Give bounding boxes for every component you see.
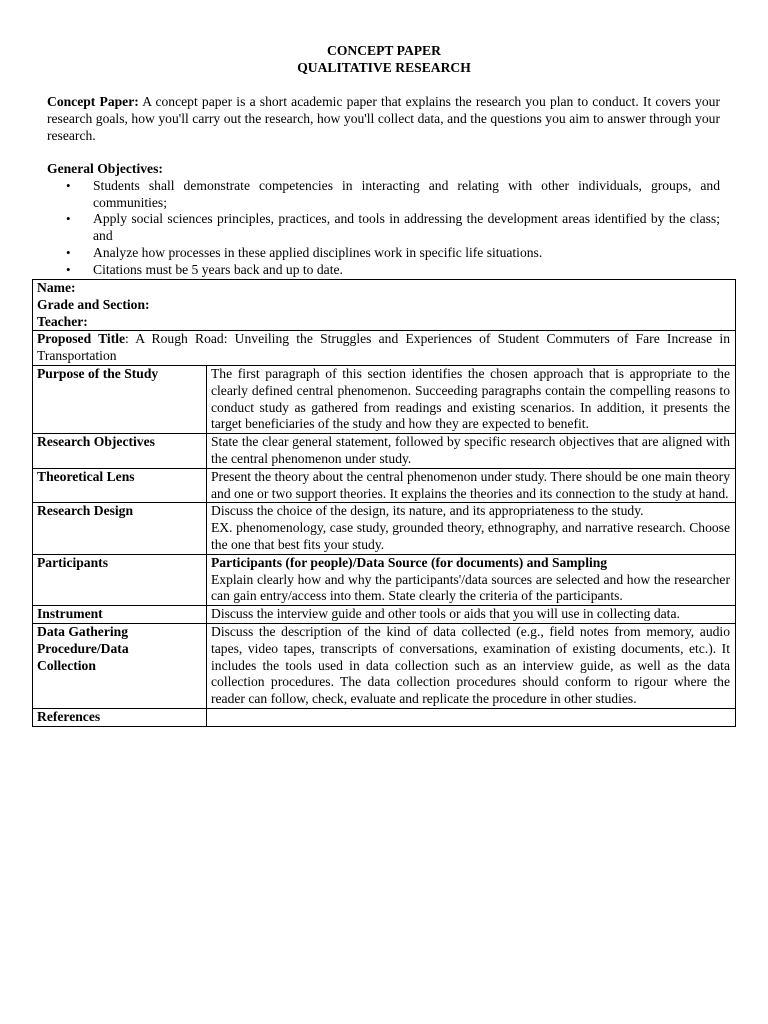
row-label-line: Data Gathering [37,623,128,639]
table-row [33,365,736,433]
intro-lead: Concept Paper: [47,94,139,109]
objective-item [47,178,720,212]
row-text: Discuss the choice of the design, its nature, and its appropriateness to the study. [211,503,644,519]
row-label: Research Design [33,503,207,554]
table-row [33,468,736,503]
student-info-row [33,280,736,331]
row-label: References [33,708,207,726]
table-row [33,503,736,554]
concept-paper-table [32,279,736,727]
objectives-heading: General Objectives: [47,161,163,176]
general-objectives [47,161,720,279]
concept-paper-intro [47,94,720,144]
row-text-secondary: EX. phenomenology, case study, grounded theory, ethnography, and narrative research. Choose the one that best fits your study. [211,520,730,552]
table-row [33,708,736,726]
proposed-title-text: : A Rough Road: Unveiling the Struggles and Experiences of Student Commuters of Fare Increase in Transportation [37,331,730,364]
table-row [33,554,736,605]
row-label: Instrument [33,606,207,624]
student-info-cell [33,280,736,331]
row-label: Research Objectives [33,434,207,469]
table-row [33,434,736,469]
objective-text: Apply social sciences principles, practices, and tools in addressing the development areas identified by the class; and [93,211,720,244]
objective-text: Analyze how processes in these applied disciplines work in specific life situations. [93,244,543,260]
proposed-title-cell [33,331,736,366]
objective-text: Citations must be 5 years back and up to date. [93,261,343,277]
objective-item [47,262,720,279]
row-text-cell [207,554,736,605]
proposed-title-row [33,331,736,366]
row-label-line: Collection [37,657,96,673]
row-label-line: Procedure/Data [37,640,129,656]
row-text: State the clear general statement, followed by specific research objectives that are aligned with the central phenomenon under study. [207,434,736,469]
bullet-icon: • [66,177,71,193]
row-text: Present the theory about the central phenomenon under study. There should be one main theory and one or two support theories. It explains the theories and its connection to the study at hand. [207,468,736,503]
references-cell [207,708,736,726]
title-line-1: CONCEPT PAPER [327,43,441,58]
objective-item [47,211,720,245]
objective-item [47,245,720,262]
table-row [33,623,736,708]
bullet-icon: • [66,261,71,277]
row-text: Discuss the interview guide and other tools or aids that you will use in collecting data. [207,606,736,624]
proposed-title-label: Proposed Title [37,331,126,347]
row-label-cell [33,623,207,708]
row-label: Participants [33,554,207,605]
document-title [0,43,768,77]
bullet-icon: • [66,211,71,227]
table-row [33,606,736,624]
row-text: The first paragraph of this section identifies the chosen approach that is appropriate to the clearly defined central phenomenon. Succeeding paragraphs contain the compelling reasons to conduct study as gathered from readings and existing scenarios. In addition, it presents the target beneficiaries of the study and how they are expected to benefit. [207,365,736,433]
row-text: Explain clearly how and why the participants'/data sources are selected and how the researcher can gain entry/access into them. State clearly the criteria of the participants. [211,571,730,604]
objective-text: Students shall demonstrate competencies in interacting and relating with other individuals, groups, and communities; [93,177,720,210]
row-text-cell [207,503,736,554]
bullet-icon: • [66,244,71,260]
row-label: Purpose of the Study [33,365,207,433]
intro-text: A concept paper is a short academic paper that explains the research you plan to conduct. It covers your research goals, how you'll carry out the research, how you'll collect data, and the questions you aim to answer through your research. [47,94,721,143]
row-label: Theoretical Lens [33,468,207,503]
name-label: Name: [37,280,76,295]
objectives-list [47,178,720,279]
row-subheading: Participants (for people)/Data Source (for documents) and Sampling [211,554,608,570]
title-line-2: QUALITATIVE RESEARCH [297,60,471,75]
grade-section-label: Grade and Section: [37,296,150,312]
teacher-label: Teacher: [37,313,88,329]
row-text: Discuss the description of the kind of data collected (e.g., field notes from memory, audio tapes, video tapes, transcripts of conversations, examination of existing documents, etc.). It includes the tools used in data collection such as an interview guide, as well as the data collection procedures. The data collection procedures should conform to rigour where the reader can follow, check, evaluate and replicate the procedure in other studies. [207,623,736,708]
